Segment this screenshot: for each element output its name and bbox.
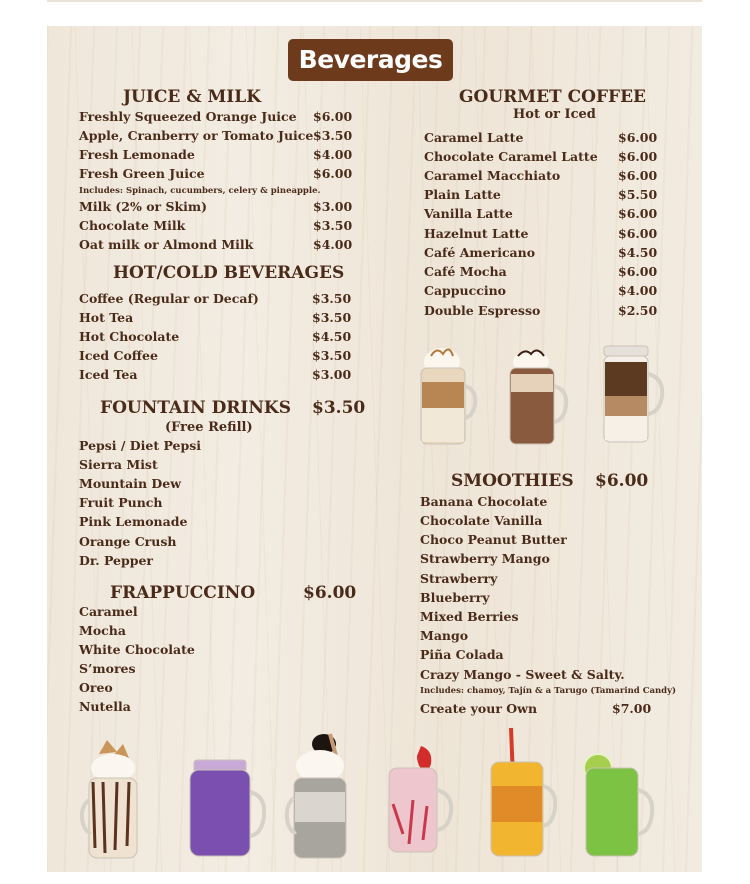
menu-item: Banana Chocolate bbox=[420, 494, 548, 509]
menu-item: Café Mocha bbox=[424, 264, 507, 279]
hot-cold-heading: HOT/COLD BEVERAGES bbox=[113, 263, 345, 283]
menu-price: $3.50 bbox=[312, 310, 352, 325]
menu-price: $6.00 bbox=[618, 226, 658, 241]
menu-price: $6.00 bbox=[313, 109, 353, 124]
smoothies-heading: SMOOTHIES bbox=[451, 471, 574, 491]
menu-price: $3.00 bbox=[313, 199, 353, 214]
frappuccino-price: $6.00 bbox=[303, 583, 357, 603]
menu-item: Piña Colada bbox=[420, 647, 504, 662]
menu-item: Freshly Squeezed Orange Juice bbox=[79, 109, 297, 124]
menu-item: Nutella bbox=[79, 699, 131, 714]
menu-item: Iced Coffee bbox=[79, 348, 158, 363]
menu-price: $3.50 bbox=[312, 291, 352, 306]
menu-price: $6.00 bbox=[618, 206, 658, 221]
juice-milk-heading: JUICE & MILK bbox=[123, 87, 261, 107]
menu-item: Strawberry Mango bbox=[420, 551, 550, 566]
menu-price: $5.50 bbox=[618, 187, 658, 202]
fountain-price: $3.50 bbox=[312, 398, 366, 418]
menu-price: $3.50 bbox=[312, 348, 352, 363]
menu-item: Pepsi / Diet Pepsi bbox=[79, 438, 202, 453]
crazy-mango-note: Includes: chamoy, Tajín & a Tarugo (Tamarind Candy) bbox=[420, 686, 677, 696]
menu-price: $6.00 bbox=[618, 264, 658, 279]
menu-item: Fruit Punch bbox=[79, 495, 163, 510]
menu-item: Hazelnut Latte bbox=[424, 226, 529, 241]
green-juice-image bbox=[580, 752, 660, 860]
menu-price: $3.50 bbox=[313, 128, 353, 143]
frappuccino-heading: FRAPPUCCINO bbox=[110, 583, 256, 603]
menu-item: Choco Peanut Butter bbox=[420, 532, 567, 547]
menu-item: Hot Chocolate bbox=[79, 329, 180, 344]
menu-item: Oreo bbox=[79, 680, 113, 695]
menu-item: Milk (2% or Skim) bbox=[79, 199, 208, 214]
menu-item: Caramel Latte bbox=[424, 130, 524, 145]
menu-item: Vanilla Latte bbox=[424, 206, 513, 221]
menu-price: $4.00 bbox=[313, 237, 353, 252]
menu-price: $6.00 bbox=[313, 166, 353, 181]
menu-item: Create your Own bbox=[420, 701, 538, 716]
menu-item: Hot Tea bbox=[79, 310, 134, 325]
menu-price: $6.00 bbox=[618, 168, 658, 183]
menu-item: Plain Latte bbox=[424, 187, 501, 202]
smores-frappe-image bbox=[79, 738, 151, 862]
caramel-latte-image bbox=[413, 342, 479, 447]
menu-price: $6.00 bbox=[618, 130, 658, 145]
menu-price: $4.50 bbox=[312, 329, 352, 344]
menu-item: S’mores bbox=[79, 661, 136, 676]
menu-item: Mocha bbox=[79, 623, 126, 638]
menu-item: Chocolate Milk bbox=[79, 218, 186, 233]
page-title: Beverages bbox=[288, 39, 453, 81]
top-divider bbox=[47, 0, 702, 2]
menu-item: Crazy Mango - Sweet & Salty. bbox=[420, 667, 625, 682]
menu-price: $3.00 bbox=[312, 367, 352, 382]
fountain-heading: FOUNTAIN DRINKS bbox=[100, 398, 291, 418]
menu-item: Fresh Lemonade bbox=[79, 147, 195, 162]
menu-item: Mixed Berries bbox=[420, 609, 519, 624]
menu-item: Iced Tea bbox=[79, 367, 138, 382]
menu-item: Pink Lemonade bbox=[79, 514, 188, 529]
gourmet-heading: GOURMET COFFEE bbox=[459, 87, 647, 107]
iced-latte-image bbox=[600, 344, 670, 444]
menu-item: Chocolate Vanilla bbox=[420, 513, 543, 528]
menu-item: Fresh Green Juice bbox=[79, 166, 205, 181]
blueberry-smoothie-image bbox=[184, 756, 268, 860]
oreo-frappe-image bbox=[282, 732, 360, 862]
menu-item: Strawberry bbox=[420, 571, 498, 586]
menu-item: Mountain Dew bbox=[79, 476, 181, 491]
gourmet-subheading: Hot or Iced bbox=[513, 107, 596, 122]
menu-price: $4.00 bbox=[618, 283, 658, 298]
menu-item: Café Americano bbox=[424, 245, 536, 260]
menu-price: $2.50 bbox=[618, 303, 658, 318]
menu-item: Chocolate Caramel Latte bbox=[424, 149, 598, 164]
fountain-subheading: (Free Refill) bbox=[165, 420, 253, 435]
menu-item: Coffee (Regular or Decaf) bbox=[79, 291, 259, 306]
menu-item: Cappuccino bbox=[424, 283, 507, 298]
menu-item: Caramel bbox=[79, 604, 138, 619]
menu-board bbox=[47, 26, 702, 872]
menu-price: $3.50 bbox=[313, 218, 353, 233]
menu-item: Blueberry bbox=[420, 590, 490, 605]
menu-item: Oat milk or Almond Milk bbox=[79, 237, 254, 252]
menu-price: $4.50 bbox=[618, 245, 658, 260]
menu-item: Orange Crush bbox=[79, 534, 177, 549]
menu-item: Sierra Mist bbox=[79, 457, 158, 472]
menu-item: White Chocolate bbox=[79, 642, 195, 657]
menu-item: Dr. Pepper bbox=[79, 553, 154, 568]
menu-item: Mango bbox=[420, 628, 469, 643]
menu-price: $6.00 bbox=[618, 149, 658, 164]
smoothies-price: $6.00 bbox=[595, 471, 649, 491]
chocolate-caramel-latte-image bbox=[500, 344, 574, 447]
menu-price: $7.00 bbox=[612, 701, 652, 716]
menu-item: Double Espresso bbox=[424, 303, 541, 318]
menu-item: Caramel Macchiato bbox=[424, 168, 561, 183]
mango-smoothie-image bbox=[481, 726, 557, 858]
menu-item: Apple, Cranberry or Tomato Juice bbox=[79, 128, 314, 143]
strawberry-smoothie-image bbox=[383, 744, 455, 856]
green-juice-note: Includes: Spinach, cucumbers, celery & pineapple. bbox=[79, 186, 321, 196]
menu-price: $4.00 bbox=[313, 147, 353, 162]
